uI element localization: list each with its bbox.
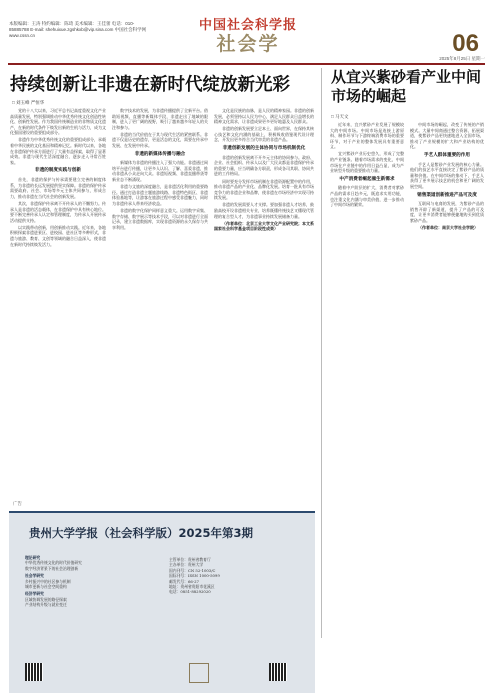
paragraph: 以实践带动创新，用创新推动实践。近年来，各地积极探索非遗进景区、进校园、进社区等多种形式，非遗与旅游、教育、文创等领域的融合日益深入，使非遗在新时代持续焕发活力。 (10, 224, 106, 247)
journal-advertisement (9, 501, 315, 693)
toc-item: 区域协调发展的路径探索 (25, 596, 67, 602)
toc-item: 城市更新与社会空间重构 (25, 584, 67, 590)
paragraph: 同时要充分发挥市场机制在非遗资源配置中的作用，推动非遗产品的产业化、品牌化发展。培育一批具有市场竞争力的非遗企业和品牌，使非遗在市场经济中实现可持续发展。 (214, 178, 314, 201)
masthead-rule (8, 63, 485, 65)
main-col3-paragraphs (214, 108, 314, 143)
paragraph: 手艺人是紫砂产业发展的核心力量。他们的技艺水平直接决定了紫砂产品的质量和价值。在中间市场的推动下，手艺人获得了更多展示技艺的机会和更广阔的发展空间。 (410, 161, 484, 189)
paragraph: 非遗的发展需要人才支撑。要加强非遗人才培养，鼓励高校开设非遗相关专业，培养既懂传统技艺又懂现代管理的复合型人才，为非遗事业持续发展储备力量。 (214, 202, 314, 219)
paragraph: 非遗的数字化保护同样意义重大。运用数字采集、数字存储、数字展示等技术手段，可以对非遗进行全面记录，建立非遗数据库，实现非遗资源的永久保存与共享利用。 (112, 208, 208, 230)
page-number: 06 (452, 30, 479, 57)
paragraph: 非遗作为中华优秀传统文化的重要组成部分，承载着中华民族的文化基因和精神记忆。新时代以来，各地在非遗保护传承方面进行了大量有益探索，取得了显著成效。非遗与现代生活深度融合，逐步走入寻常百姓家。 (10, 137, 106, 165)
main-column-1 (10, 108, 106, 506)
info-line: 电话：0851-88292020 (169, 589, 211, 595)
side-subhead-2: 销售渠道创新推进产品可及度 (417, 192, 477, 198)
qr-code (25, 663, 43, 681)
paragraph: 数字技术的发展，为非遗传播提供了全新平台。借助短视频、直播等新媒体手段，非遗走出了地域的限制，进入了更广阔的视野，吸引了越来越多年轻人的关注和参与。 (112, 108, 208, 130)
main-column-3 (214, 108, 314, 506)
main-col2-paragraphs (112, 108, 208, 149)
side-subhead-1: 手艺人群体重要的作用 (424, 152, 470, 158)
toc-section-title: 经济学研究 (25, 591, 44, 597)
toc-item: 数字经济背景下的社会治理创新 (25, 565, 79, 571)
side-subhead-3: 中产消费者崛起催生新需求 (339, 176, 395, 182)
editor-credits: 本版编辑：王涛 特约编辑：陈琦 美术编辑：王佳蕾 电话：010-85885788 E-mail: shehuixue.zgshkxb@vip.sina.com 中国社会科学网 www.cssn.cn (9, 21, 147, 38)
toc-section-title: 社会学研究 (25, 573, 44, 579)
info-line: 邮发代号：66-27 (169, 578, 199, 584)
main-col1-paragraphs (10, 108, 106, 165)
ad-label: 广告 (13, 501, 22, 506)
side-byline: □ 马天文 (331, 114, 349, 119)
paragraph: 首先，非遗的保护与传承需要建立完善的制度体系，为非遗的长远发展提供坚实保障。非遗的保护传承需要政府、社会、市场等多元主体共同参与，形成合力，推动非遗在当代社会的创新发展。 (10, 177, 106, 199)
side-cola-paragraphs (330, 122, 404, 174)
side-column-2 (410, 122, 484, 692)
paragraph: 宜兴紫砂产业历史悠久，形成了完整的产业链条。随着市场需求的变化，中间市场在产业链中的作用日益凸显，成为产业转型升级的重要推动力量。 (330, 151, 404, 174)
side-colb2-paragraphs (410, 162, 484, 190)
side-column-1 (330, 122, 404, 692)
column-separator (321, 68, 322, 638)
side-headline: 从宜兴紫砂看产业中间市场的崛起 (331, 68, 482, 105)
main-column-2 (112, 108, 208, 506)
info-line: 国内刊号：CN 52-1003/C (169, 567, 216, 573)
paragraph: 随着中产阶层的扩大，消费者对紫砂产品的需求日趋多元，既追求实用功能，也注重文化内涵与审美价值，进一步推动了中间市场的繁荣。 (330, 185, 404, 208)
main-col1b-paragraphs (10, 177, 106, 247)
main-subhead-2: 非遗的新媒体传播与融合 (134, 151, 186, 157)
paragraph: 中间市场的崛起，改变了传统的产销模式。大量中间商通过整合资源、拓展渠道，使紫砂产品更快速地进入全国市场，推动了产业规模的扩大和产业结构的优化。 (410, 122, 484, 150)
paragraph: 近年来，宜兴紫砂产业发展了规模较大的中间市场。中间市场是连接上游原料、制作环节与下游终端消费市场的重要环节，对于产业的整体发展具有重要意义。 (330, 122, 404, 150)
main-subhead-3: 非遗创新发展的主体协同与市场机制优化 (222, 146, 306, 152)
main-col3b-paragraphs (214, 155, 314, 220)
info-line: 主管单位：贵州省教育厅 (169, 557, 211, 562)
qr-code (269, 663, 287, 681)
date-line: 2025年8月25日 星期一 (439, 56, 485, 61)
info-line: 主办单位：贵州大学 (169, 562, 204, 568)
main-author-note: （作者单位：北京工业大学文化产业研究院；本文系国家社会科学基金项目阶段性成果） (214, 220, 314, 232)
side-colb3-paragraphs (410, 201, 484, 223)
main-byline: □ 刘玉峰 严恒华 (12, 100, 45, 105)
toc-section-title: 理论研究 (25, 555, 41, 560)
toc-item: 产业结构升级与就业变迁 (25, 602, 67, 608)
paragraph: 新媒体为非遗的传播注入了强大动能。非遗通过网络平台进行传播，让更多人认识、了解、喜爱非遗，推动非遗从小众走向大众。非遗短视频、非遗直播带货等新业态不断涌现。 (112, 160, 208, 183)
main-headline: 持续创新让非遗在新时代绽放新光彩 (10, 75, 290, 95)
info-line: 国际刊号：ISSN 1000-5099 (169, 573, 220, 579)
info-line: 地址：贵州省贵阳市花溪区 (169, 584, 215, 590)
journal-seal (189, 663, 209, 683)
paragraph: 党的十八大以来，习近平总书记高度重视文化产业高质量发展，特别强调推动中华优秀传统文化创造性转化、创新性发展。作为我国传统制造业的非物质文化遗产，在新的时代条件下焕发出新的生机与活力，成为文化强国建设的重要组成部分。 (10, 108, 106, 136)
main-subhead-1: 非遗的制度实践与创新 (35, 168, 81, 174)
paragraph: 非遗的创新发展离不开多元主体的协同参与。政府、企业、社会组织、传承人以及广大民众都是非遗保护传承的重要力量，应当明确各方职责，形成各司其职、协同共进的工作格局。 (214, 154, 314, 177)
paragraph: 互联网与电商的发展，为紫砂产品的销售开辟了新渠道，提升了产品的可及度，让更多消费者能够便捷地购买到优质紫砂产品。 (410, 201, 484, 223)
paragraph: 其次，非遗保护传承离不开传承人的不懈努力。传承人是非遗的活态载体，在非遗保护中具有核心地位。要不断完善传承人认定和管理制度，为传承人开展传承活动提供支持。 (10, 200, 106, 223)
side-colb-paragraphs (410, 122, 484, 150)
journal-info (169, 557, 309, 595)
side-author-note: （作者单位：南京大学社会学院） (418, 225, 478, 230)
main-col2b-paragraphs (112, 160, 208, 230)
journal-contents (25, 553, 165, 608)
toc-item: 乡村振兴中的社区参与机制 (25, 578, 71, 584)
paragraph: 非遗的创新发展要立足本土、面向世界，在保持其核心技艺和文化内涵的基础上，积极吸收借鉴现代设计理念，开发出更多符合当代审美的非遗产品。 (214, 126, 314, 143)
masthead (0, 0, 493, 60)
paragraph: 非遗的当代价值在于其与现代生活的紧密联系。非遗不仅是历史的遗存，更是活态的文化，需要在传承中发展、在发展中传承。 (112, 131, 208, 149)
journal-title: 贵州大学学报（社会科学版）2025年第3期 (29, 526, 254, 540)
section-title: 社会学 (216, 33, 280, 55)
newspaper-brand: 中国社会科学报 (198, 18, 297, 33)
paragraph: 文化是民族的血脉，是人民的精神家园。非遗的创新发展，必须坚持以人民为中心，满足人民群众日益增长的精神文化需求，让非遗成果更多更好地惠及人民群众。 (214, 108, 314, 125)
paragraph: 非遗与文旅的深度融合，是非遗活化利用的重要路径。通过打造非遗主题旅游线路、非遗特色街区、非遗体验基地等，让游客在旅游过程中感受非遗魅力，同时为非遗传承人带来经济收益。 (112, 184, 208, 206)
toc-item: 中华优秀传统文化的时代价值研究 (25, 560, 82, 566)
side-cola2-paragraphs (330, 185, 404, 207)
